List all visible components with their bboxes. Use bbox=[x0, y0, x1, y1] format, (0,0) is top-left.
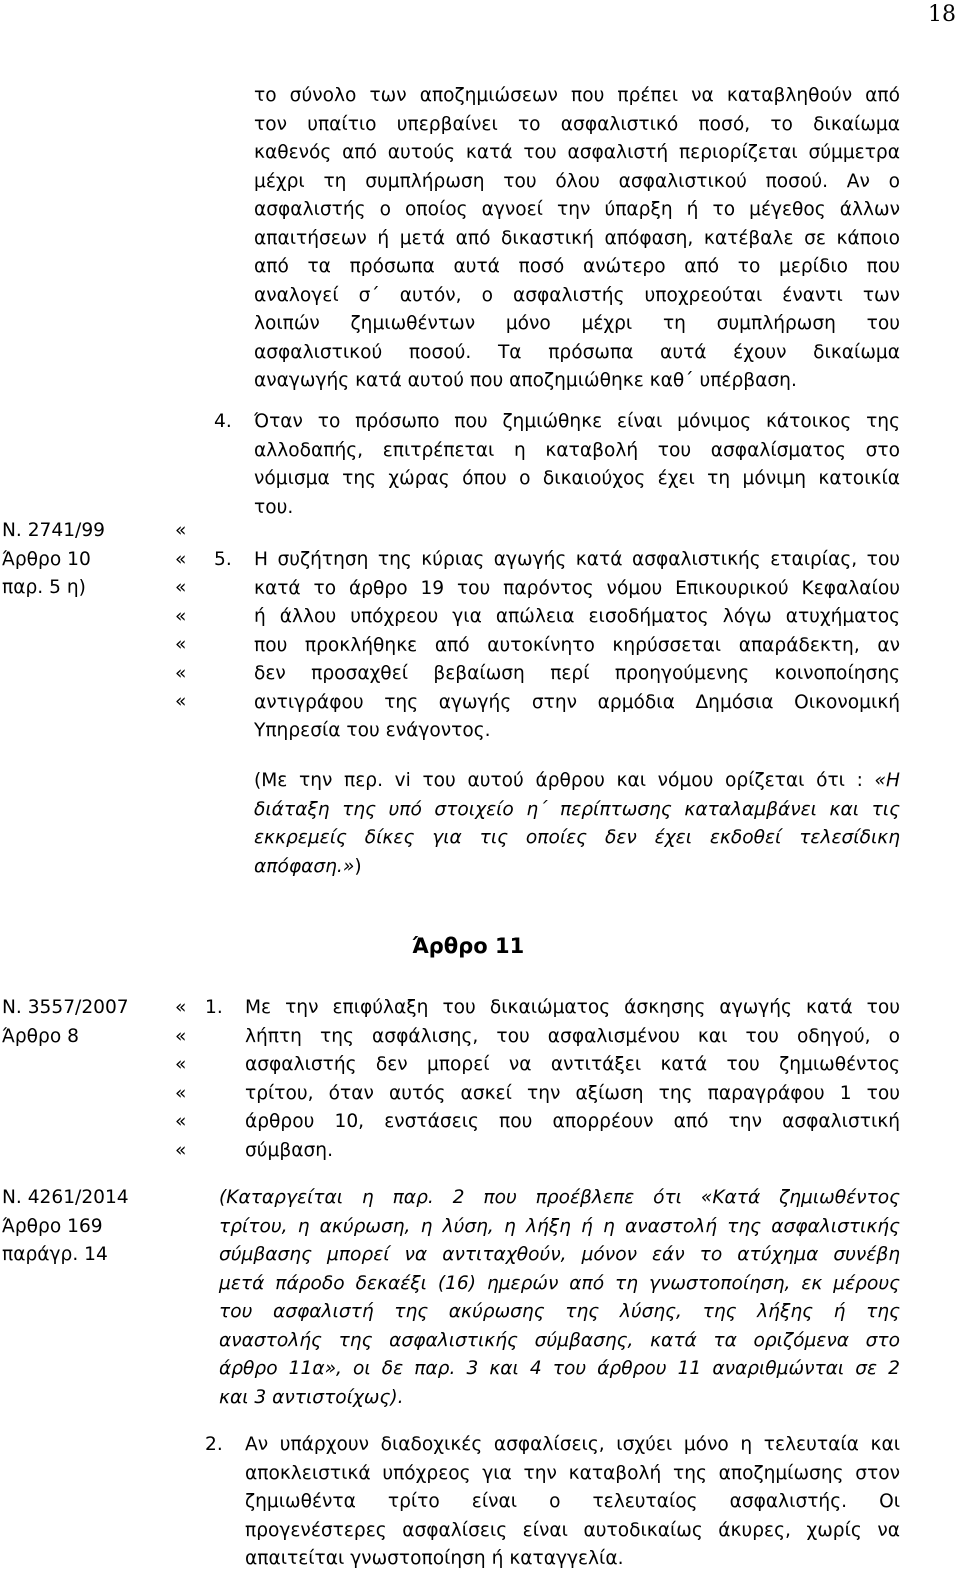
amendment-marks bbox=[175, 994, 197, 1165]
text-line: άρθρο 11α», οι δε παρ. 3 και 4 του άρθρου 11 αναριθμώνται σε 2 bbox=[219, 1358, 900, 1379]
margin-note-line: Άρθρο 8 bbox=[2, 1025, 79, 1047]
text-line: Η συζήτηση της κύριας αγωγής κατά ασφαλιστικής εταιρίας, του bbox=[254, 549, 900, 570]
text-line: καθενός από αυτούς κατά του ασφαλιστή περιορίζεται σύμμετρα bbox=[254, 142, 900, 163]
amendment-mark: « bbox=[175, 662, 187, 684]
note-quote-text: «Η bbox=[874, 770, 900, 791]
amendment-mark: « bbox=[175, 997, 187, 1018]
text-line: τρίτου, η ακύρωση, η λύση, η λήξη ή η αναστολή της ασφαλιστικής bbox=[219, 1215, 900, 1237]
text-line: αναλογεί σ΄ αυτόν, ο ασφαλιστής υποχρεούται έναντι των bbox=[254, 284, 900, 306]
margin-note bbox=[2, 1184, 152, 1270]
amendment-mark: « bbox=[175, 520, 187, 541]
text-line: που προκλήθηκε από αυτοκίνητο κηρύσσεται απαράδεκτη, αν bbox=[254, 634, 900, 656]
text-line: το σύνολο των αποζημιώσεων που πρέπει να καταβληθούν από bbox=[254, 85, 900, 106]
text-line: κατά το άρθρο 19 του παρόντος νόμου Επικουρικού Κεφαλαίου bbox=[254, 577, 900, 599]
text-line: Όταν το πρόσωπο που ζημιώθηκε είναι μόνιμος κάτοικος της bbox=[254, 411, 900, 432]
text-line: δεν προσαχθεί βεβαίωση περί προηγούμενης κοινοποίησης bbox=[254, 663, 900, 684]
amendment-mark: « bbox=[175, 1111, 187, 1132]
amendment-mark: « bbox=[175, 691, 187, 712]
amendment-mark: « bbox=[175, 1139, 187, 1161]
text-line: άρθρου 10, ενστάσεις που απορρέουν από την ασφαλιστική bbox=[245, 1111, 900, 1132]
margin-note bbox=[2, 517, 142, 603]
text-line: αναγωγής κατά αυτού που αποζημιώθηκε καθ΄ υπέρβαση. bbox=[254, 370, 797, 391]
paragraph-continuation bbox=[254, 82, 900, 396]
margin-note-line: Άρθρο 10 bbox=[2, 548, 91, 570]
repeal-note bbox=[219, 1184, 900, 1412]
amendment-mark: « bbox=[175, 577, 187, 598]
text-line: λήπτη της ασφάλισης, του ασφαλισμένου και του οδηγού, ο bbox=[245, 1025, 900, 1047]
text-line: αντιγράφου της αγωγής στην αρμόδια Δημόσια Οικονομική bbox=[254, 691, 900, 713]
text-line: του. bbox=[254, 496, 294, 518]
text-line: ζημιωθέντα τρίτο είναι ο τελευταίος ασφαλιστής. Οι bbox=[245, 1491, 900, 1512]
margin-note-line: Άρθρο 169 bbox=[2, 1215, 103, 1237]
text-line: μετά πάροδο δεκαέξι (16) ημερών από τη γνωστοποίηση, εκ μέρους bbox=[219, 1272, 900, 1294]
article-heading: Άρθρο 11 bbox=[412, 934, 525, 958]
paragraph-number: 1. bbox=[205, 997, 223, 1018]
text-line: προγενέστερες ασφαλίσεις είναι αυτοδικαίως άκυρες, χωρίς να bbox=[245, 1519, 900, 1541]
text-line: Υπηρεσία του ενάγοντος. bbox=[254, 720, 491, 741]
text-line: λοιπών ζημιωθέντων μόνο μέχρι τη συμπλήρωση του bbox=[254, 313, 900, 334]
text-line: Με την επιφύλαξη του δικαιώματος άσκησης αγωγής κατά του bbox=[245, 997, 900, 1018]
text-line: διάταξη της υπό στοιχείο η΄ περίπτωσης καταλαμβάνει και τις bbox=[254, 798, 900, 820]
text-line: από τα πρόσωπα αυτά ποσό ανώτερο από το μερίδιο που bbox=[254, 256, 900, 277]
amendment-mark: « bbox=[175, 1082, 187, 1104]
text-line: (Καταργείται η παρ. 2 που προέβλεπε ότι «Κατά ζημιωθέντος bbox=[219, 1187, 900, 1208]
text-line: ασφαλιστής δεν μπορεί να αντιτάξει κατά του ζημιωθέντος bbox=[245, 1054, 900, 1075]
paragraph-4 bbox=[254, 408, 900, 522]
margin-note-line: Ν. 4261/2014 bbox=[2, 1187, 129, 1208]
note-text: ) bbox=[354, 855, 362, 877]
amendment-mark: « bbox=[175, 548, 187, 570]
text-line: και 3 αντιστοίχως). bbox=[219, 1386, 404, 1408]
amendment-mark: « bbox=[175, 605, 187, 627]
text-line: νόμισμα της χώρας όπου ο δικαιούχος έχει τη μόνιμη κατοικία bbox=[254, 468, 900, 489]
margin-note-line: παρ. 5 η) bbox=[2, 577, 86, 598]
paragraph-5 bbox=[254, 546, 900, 746]
amendment-mark: « bbox=[175, 1025, 187, 1047]
text-line: αποκλειστικά υπόχρεος για την καταβολή της αποζημίωσης στον bbox=[245, 1462, 900, 1484]
text-line: αναστολής της ασφαλιστικής σύμβασης, κατά τα οριζόμενα στο bbox=[219, 1329, 900, 1351]
amendment-mark: « bbox=[175, 634, 187, 655]
margin-note-line: Ν. 3557/2007 bbox=[2, 997, 129, 1018]
text-line: αλλοδαπής, επιτρέπεται η καταβολή του ασφαλίσματος στο bbox=[254, 439, 900, 461]
note-quote-text: απόφαση.» bbox=[254, 855, 355, 877]
text-line: του ασφαλιστή της ακύρωσης της λύσης, της λήξης ή της bbox=[219, 1301, 900, 1322]
text-line bbox=[254, 853, 900, 882]
paragraph-number: 5. bbox=[214, 549, 232, 570]
text-line bbox=[254, 767, 900, 796]
text-line: Αν υπάρχουν διαδοχικές ασφαλίσεις, ισχύει μόνο η τελευταία και bbox=[245, 1434, 900, 1455]
editorial-note bbox=[254, 767, 900, 881]
paragraph-number: 2. bbox=[205, 1434, 223, 1455]
text-line: τρίτου, όταν αυτός ασκεί την αξίωση της παραγράφου 1 του bbox=[245, 1082, 900, 1104]
text-line: ή άλλου υπόχρεου για απώλεια εισοδήματος λόγω ατυχήματος bbox=[254, 606, 900, 627]
article-11-paragraph-2 bbox=[245, 1431, 900, 1574]
text-line: ασφαλιστής ο οποίος αγνοεί την ύπαρξη ή το μέγεθος άλλων bbox=[254, 199, 900, 220]
paragraph-number: 4. bbox=[214, 411, 232, 432]
amendment-mark: « bbox=[175, 1054, 187, 1075]
margin-note-line: Ν. 2741/99 bbox=[2, 520, 105, 541]
text-line: σύμβαση. bbox=[245, 1139, 333, 1161]
margin-note bbox=[2, 994, 152, 1051]
page-number: 18 bbox=[928, 2, 956, 27]
text-line: ασφαλιστικού ποσού. Τα πρόσωπα αυτά έχουν δικαίωμα bbox=[254, 341, 900, 363]
text-line: μέχρι τη συμπλήρωση του όλου ασφαλιστικού ποσού. Αν ο bbox=[254, 170, 900, 192]
text-line: απαιτήσεων ή μετά από δικαστική απόφαση, κατέβαλε σε κάποιο bbox=[254, 227, 900, 249]
article-11-paragraph-1 bbox=[245, 994, 900, 1165]
text-line: τον υπαίτιο υπερβαίνει το ασφαλιστικό ποσό, το δικαίωμα bbox=[254, 113, 900, 135]
margin-note-line: παράγρ. 14 bbox=[2, 1244, 108, 1265]
note-text: (Με την περ. vi του αυτού άρθρου και νόμου ορίζεται ότι : bbox=[254, 770, 875, 791]
text-line: σύμβασης μπορεί να αντιταχθούν, μόνον εάν το ατύχημα συνέβη bbox=[219, 1244, 900, 1265]
text-line: εκκρεμείς δίκες για τις οποίες δεν έχει εκδοθεί τελεσίδικη bbox=[254, 827, 900, 848]
amendment-marks bbox=[175, 517, 197, 717]
text-line: απαιτείται γνωστοποίηση ή καταγγελία. bbox=[245, 1548, 624, 1569]
